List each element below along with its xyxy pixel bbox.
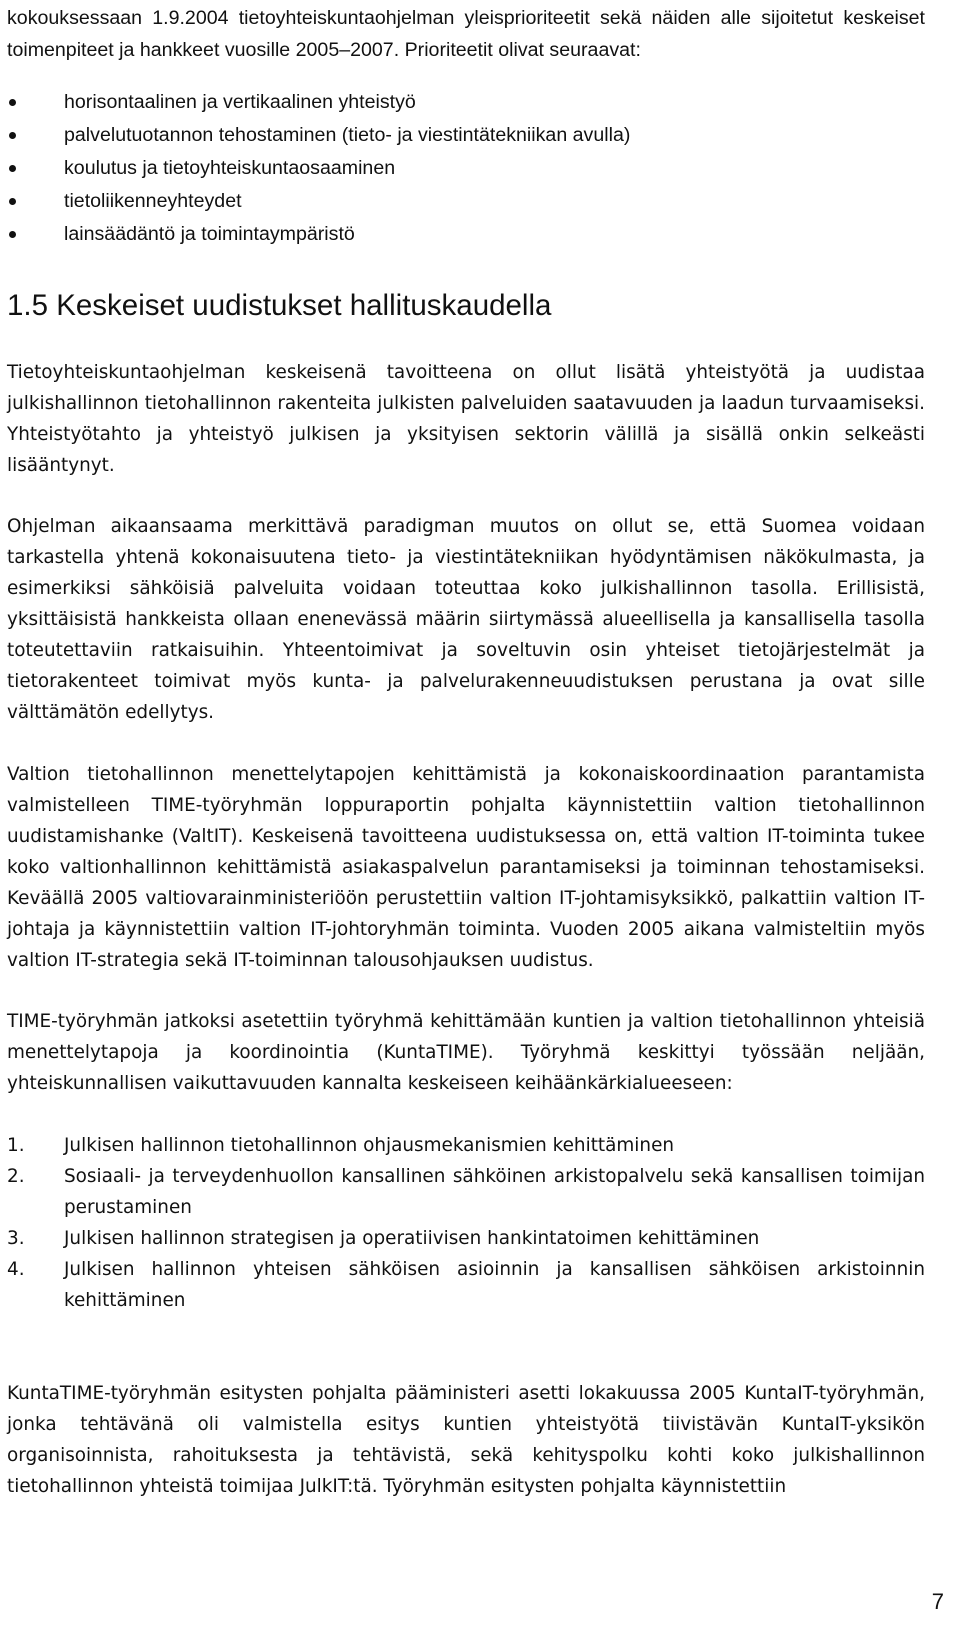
paragraph-text: Valtion tietohallinnon menettelytapojen kehittämistä ja kokonaiskoordinaation parantamista valmistelleen TIME-työryhmän loppuraportin pohjalta käynnistettiin valtion tietohallinnon uudistamishanke (ValtIT). Keskeisenä tavoitteena uudistuksessa on, että valtion IT-toiminta tukee koko valtionhallinnon kehittämistä asiakaspalvelun parantamiseksi ja toiminnan tehostamiseksi. Keväällä 2005 valtiovarainministeriöön perustettiin valtion IT-johtamisyksikkö, palkattiin valtion IT-johtaja ja käynnistettiin valtion IT-johtoryhmän toiminta. Vuoden 2005 aikana valmisteltiin myös valtion IT-strategia sekä IT-toiminnan talousohjauksen uudistus. <box>7 764 925 971</box>
body-paragraph <box>7 357 925 481</box>
list-number: 3. <box>7 1228 25 1249</box>
list-number: 4. <box>7 1259 25 1280</box>
section-heading: 1.5 Keskeiset uudistukset hallituskaudella <box>7 289 552 322</box>
list-item <box>7 152 630 185</box>
list-item-text: Julkisen hallinnon yhteisen sähköisen asioinnin ja kansallisen sähköisen arkistoinnin kehittäminen <box>64 1259 925 1311</box>
list-item <box>7 218 630 251</box>
list-item <box>7 86 630 119</box>
priority-list <box>7 86 630 251</box>
list-item <box>7 1223 925 1254</box>
list-item <box>7 185 630 218</box>
priority-text: palvelutuotannon tehostaminen (tieto- ja viestintätekniikan avulla) <box>64 124 631 146</box>
paragraph-text: Tietoyhteiskuntaohjelman keskeisenä tavoitteena on ollut lisätä yhteistyötä ja uudistaa julkishallinnon tietohallinnon rakenteita julkisten palveluiden saatavuuden ja laadun turvaamiseksi. Yhteistyötahto ja yhteistyö julkisen ja yksityisen sektorin välillä ja sisällä onkin selkeästi lisääntynyt. <box>7 362 925 476</box>
list-item-text: Sosiaali- ja terveydenhuollon kansallinen sähköinen arkistopalvelu sekä kansallisen toimijan perustaminen <box>64 1166 925 1218</box>
priority-text: horisontaalinen ja vertikaalinen yhteistyö <box>64 91 416 113</box>
body-paragraph <box>7 511 925 728</box>
paragraph-text: TIME-työryhmän jatkoksi asetettiin työryhmä kehittämään kuntien ja valtion tietohallinnon yhteisiä menettelytapoja ja koordinointia (KuntaTIME). Työryhmä keskittyi työssään neljään, yhteiskunnallisen vaikuttavuuden kannalta keskeiseen keihäänkärkialueeseen: <box>7 1011 925 1094</box>
bullet-icon <box>9 198 16 205</box>
bullet-icon <box>9 132 16 139</box>
list-item <box>7 1254 925 1316</box>
list-item-text: Julkisen hallinnon strategisen ja operatiivisen hankintatoimen kehittäminen <box>64 1228 760 1249</box>
bullet-icon <box>9 231 16 238</box>
body-paragraph <box>7 759 925 976</box>
body-paragraph <box>7 1006 925 1099</box>
focus-area-list <box>7 1130 925 1316</box>
intro-paragraph: kokouksessaan 1.9.2004 tietoyhteiskuntaohjelman yleisprioriteetit sekä näiden alle sijoitetut keskeiset toimenpiteet ja hankkeet vuosille 2005–2007. Prioriteetit olivat seuraavat: <box>7 7 925 61</box>
body-paragraph <box>7 1378 925 1502</box>
priority-text: koulutus ja tietoyhteiskuntaosaaminen <box>64 157 396 179</box>
list-item <box>7 1130 925 1161</box>
bullet-icon <box>9 99 16 106</box>
bullet-icon <box>9 165 16 172</box>
list-item <box>7 1161 925 1223</box>
paragraph-text: KuntaTIME-työryhmän esitysten pohjalta pääministeri asetti lokakuussa 2005 KuntaIT-työryhmän, jonka tehtävänä oli valmistella esitys kuntien yhteistyötä tiivistävän KuntaIT-yksikön organisoinnista, rahoituksesta ja tehtävistä, sekä kehityspolku kohti koko julkishallinnon tietohallinnon yhteistä toimijaa JulkIT:tä. Työryhmän esitysten pohjalta käynnistettiin <box>7 1383 925 1497</box>
list-number: 1. <box>7 1135 25 1156</box>
page-number: 7 <box>931 1589 944 1614</box>
list-item-text: Julkisen hallinnon tietohallinnon ohjausmekanismien kehittäminen <box>64 1135 675 1156</box>
priority-text: lainsäädäntö ja toimintaympäristö <box>64 223 355 245</box>
list-item <box>7 119 630 152</box>
list-number: 2. <box>7 1166 25 1187</box>
priority-text: tietoliikenneyhteydet <box>64 190 242 212</box>
paragraph-text: Ohjelman aikaansaama merkittävä paradigman muutos on ollut se, että Suomea voidaan tarkastella yhtenä kokonaisuutena tieto- ja viestintätekniikan hyödyntämisen näkökulmasta, ja esimerkiksi sähköisiä palveluita voidaan toteuttaa koko julkishallinnon tasolla. Erillisistä, yksittäisistä hankkeista ollaan enenevässä määrin siirtymässä alueellisella ja kansallisella tasolla toteutettaviin ratkaisuihin. Yhteentoimivat ja soveltuvin osin yhteiset tietojärjestelmät ja tietorakenteet toimivat myös kunta- ja palvelurakenneuudistuksen perustana ja ovat sille välttämätön edellytys. <box>7 516 925 723</box>
